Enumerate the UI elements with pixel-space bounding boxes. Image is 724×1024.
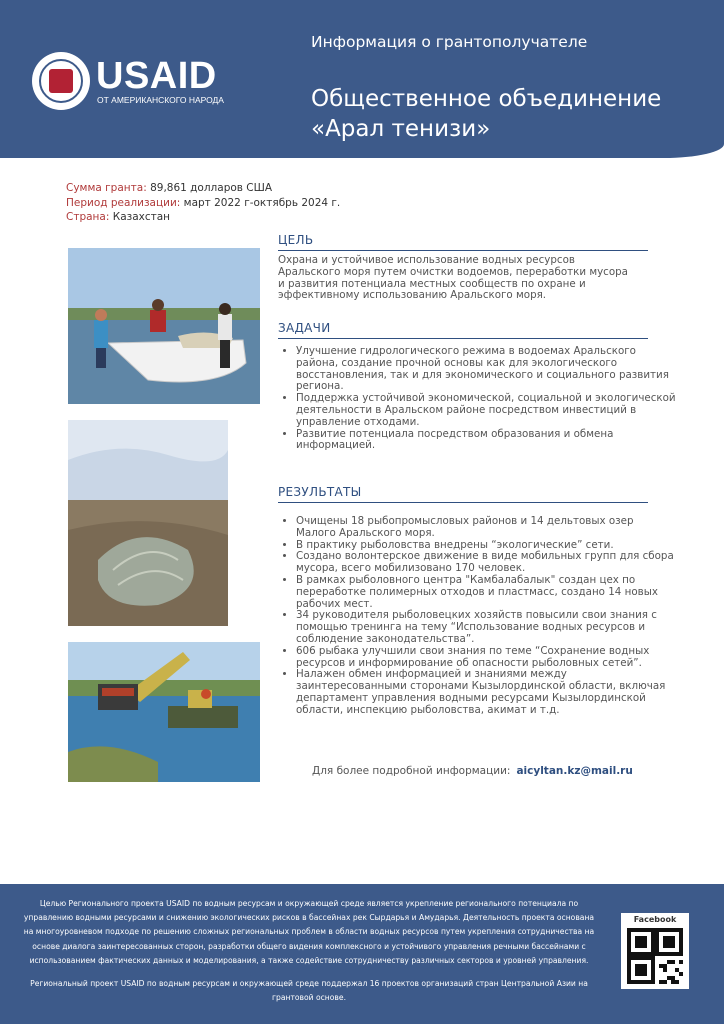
footer-line: управлению водными ресурсами и снижению экологических рисков в бассейнах рек Сырдарья и Амударья. Деятельность проекта основана [23, 913, 595, 923]
grant-amount-value: 89,861 долларов США [150, 182, 273, 194]
task-item: • Улучшение гидрологического режима в водоемах Аральского района, создание прочной основы как для экологического восстановления, так и для экономического и социального развития региона. [296, 346, 676, 393]
footer-line: на многоуровневом подходе по решению сложных региональных проблем в области водных ресурсов путем укрепления сотрудничества на [23, 927, 595, 937]
footer-banner [0, 884, 724, 1024]
result-item: • Очищены 18 рыбопромысловых районов и 14 дельтовых озер Малого Аральского моря. [296, 516, 676, 540]
results-divider [278, 502, 648, 503]
logo-subtitle: ОТ АМЕРИКАНСКОГО НАРОДА [97, 95, 224, 105]
goal-heading: ЦЕЛЬ [278, 233, 314, 247]
org-name-line1: Общественное объединение [311, 86, 662, 112]
photo-fishing-nets [68, 420, 228, 626]
grant-meta [66, 181, 340, 225]
period-row [66, 196, 340, 211]
logo-wordmark: USAID [96, 55, 217, 97]
header-banner [0, 0, 724, 158]
usaid-seal-icon [32, 52, 90, 110]
period-value: март 2022 г-октябрь 2024 г. [183, 196, 341, 209]
result-item: • 606 рыбака улучшили свои знания по теме “Сохранение водных ресурсов и информирование об опасности рыболовных сетей”. [296, 646, 676, 670]
contact-email-link[interactable]: aicyltan.kz@mail.ru [516, 765, 633, 777]
result-item: • В рамках рыболовного центра "Камбалабалык" создан цех по переработке полимерных отходов и пластмасс, создано 14 новых рабочих мест. [296, 575, 676, 610]
tasks-divider [278, 338, 648, 339]
task-item: • Развитие потенциала посредством образования и обмена информацией. [296, 429, 676, 453]
contact-line [312, 765, 633, 777]
contact-label: Для более подробной информации: [312, 765, 511, 777]
tasks-list [278, 346, 676, 452]
footer-line: Региональный проект USAID по водным ресурсам и окружающей среде поддержал 16 проектов организаций стран Центральной Азии на [30, 979, 588, 988]
country-label: Страна: [66, 211, 110, 223]
task-item: • Поддержка устойчивой экономической, социальной и экологической деятельности в Аральском районе посредством инвестиций в управление отходами. [296, 393, 676, 428]
goal-text [278, 255, 656, 302]
country-value: Казахстан [112, 211, 171, 223]
info-title: Информация о грантополучателе [311, 33, 588, 51]
tasks-heading: ЗАДАЧИ [278, 321, 331, 335]
photo-boat-cleanup [68, 248, 260, 404]
footer-line: Целью Регионального проекта USAID по водным ресурсам и окружающей среде является укрепление регионального потенциала по [39, 899, 579, 908]
goal-divider [278, 250, 648, 251]
footer-project-description [0, 897, 618, 968]
footer-support-note [0, 977, 618, 1005]
grant-amount-label: Сумма гранта: [66, 182, 147, 194]
qr-label: Facebook [633, 915, 677, 924]
organization-name [311, 84, 661, 144]
usaid-logo [32, 52, 232, 112]
country-row [66, 210, 340, 225]
goal-line: Аральского моря путем очистки водоемов, переработки мусора [278, 265, 628, 278]
grant-amount-row [66, 181, 340, 196]
result-item: • 34 руководителя рыболовецких хозяйств повысили свои знания с помощью тренинга на тему “Использование водных ресурсов и соблюдение законодательства”. [296, 610, 676, 645]
footer-line: использованием фактических данных и моделирования, а также содействие сотрудничеству различных секторов и уровней управления. [29, 955, 589, 965]
result-item: • В практику рыболовства внедрены “экологические” сети. [296, 540, 676, 552]
org-name-line2: «Арал тенизи» [311, 116, 491, 142]
footer-line: грантовой основе. [272, 993, 346, 1003]
goal-line: Охрана и устойчивое использование водных ресурсов [278, 254, 575, 266]
result-item: • Создано волонтерское движение в виде мобильных групп для сбора мусора, всего мобилизовано 170 человек. [296, 551, 676, 575]
footer-line: основе диалога заинтересованных сторон, разработки общего видения комплексного и устойчивого управления речными бассейнами с [32, 941, 586, 951]
results-heading: РЕЗУЛЬТАТЫ [278, 485, 362, 499]
results-list [278, 516, 676, 717]
goal-line: эффективному использованию Аральского моря. [278, 289, 547, 302]
facebook-qr-card[interactable] [621, 913, 689, 989]
period-label: Период реализации: [66, 196, 181, 209]
qr-code-icon[interactable] [627, 928, 683, 988]
photo-excavator [68, 642, 260, 782]
result-item: • Налажен обмен информацией и знаниями между заинтересованными сторонами Кызылординской области, включая департамент управления водными ресурсами Кызылординской области, инспекцию рыболовства, акимат и т.д. [296, 669, 676, 716]
goal-line: и развития потенциала местных сообществ по охране и [278, 277, 586, 290]
